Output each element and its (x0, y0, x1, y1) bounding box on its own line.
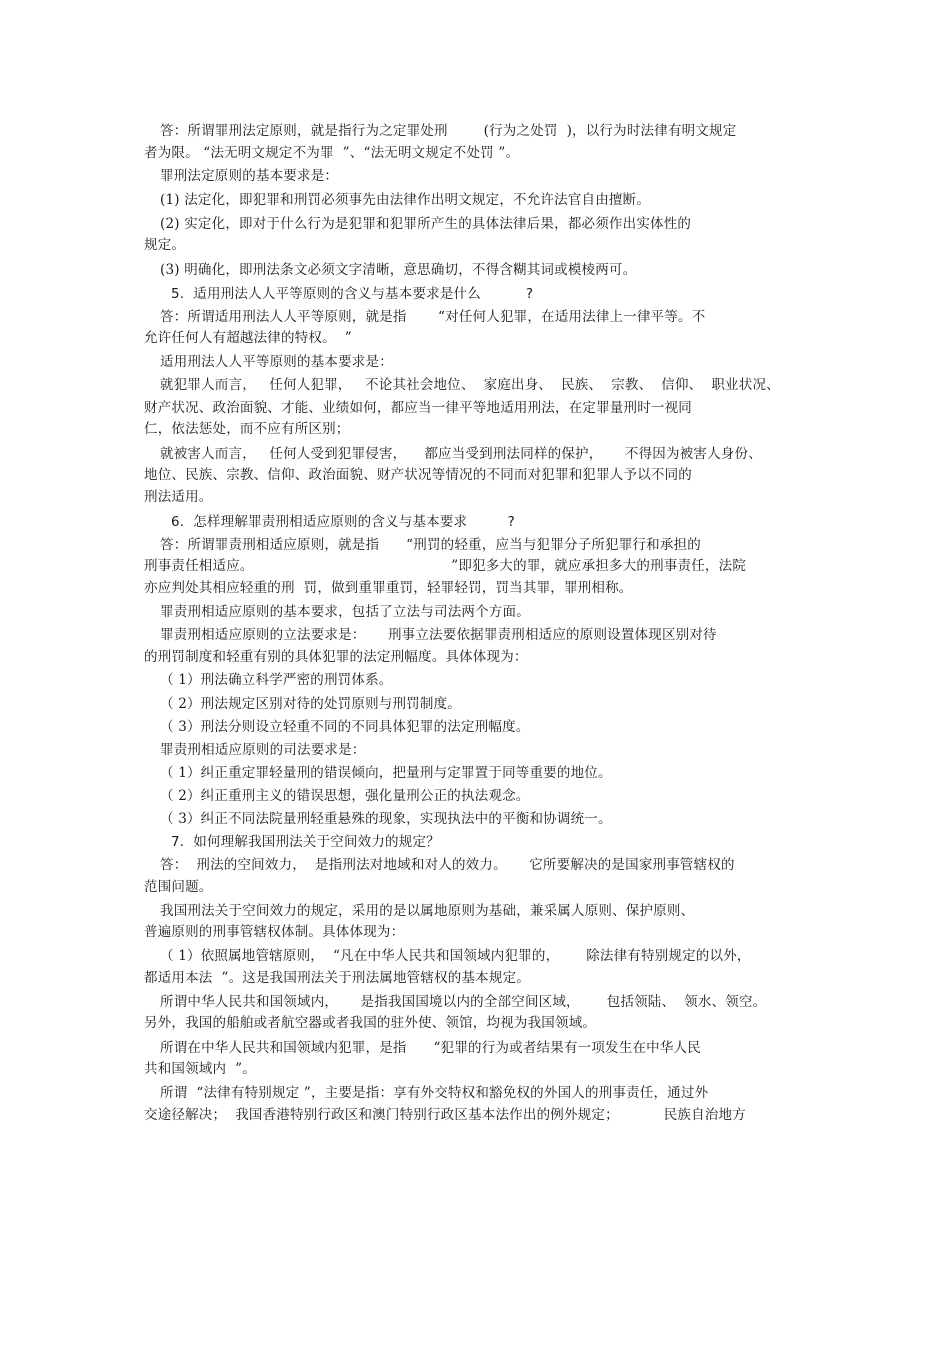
text-line: 交途径解决； 我国香港特别行政区和澳门特别行政区基本法作出的例外规定； 民族自治地方 (144, 1107, 746, 1123)
text-line: 所谓在中华人民共和国领域内犯罪，是指 “犯罪的行为或者结果有一项发生在中华人民 (160, 1040, 701, 1056)
question-heading: 7. 如何理解我国刑法关于空间效力的规定？ (171, 834, 440, 850)
text-line: 答： 刑法的空间效力， 是指刑法对地域和对人的效力。 它所要解决的是国家刑事管辖权的 (160, 857, 735, 873)
text-line: （ 1）依照属地管辖原则， “凡在中华人民共和国领域内犯罪的， 除法律有特别规定的以外， (160, 948, 751, 964)
text-line: 财产状况、政治面貌、才能、业绩如何，都应当一律平等地适用刑法，在定罪量刑时一视同 (144, 400, 692, 416)
text-line: 者为限。 “法无明文规定不为罪 ”、“法无明文规定不处罚 ”。 (144, 145, 520, 161)
text-line: 另外，我国的船舶或者航空器或者我国的驻外使、领馆，均视为我国领域。 (144, 1015, 597, 1031)
text-line: 的刑罚制度和轻重有别的具体犯罪的法定刑幅度。具体体现为： (144, 649, 528, 665)
text-line: 刑法适用。 (144, 489, 213, 505)
text-line: 所谓 “法律有特别规定 ”，主要是指：享有外交特权和豁免权的外国人的刑事责任，通过外 (160, 1085, 709, 1101)
text-line: 就被害人而言， 任何人受到犯罪侵害， 都应当受到刑法同样的保护， 不得因为被害人身份、 (160, 446, 762, 462)
text-line: 适用刑法人人平等原则的基本要求是： (160, 354, 393, 370)
text-line: 答：所谓适用刑法人人平等原则，就是指 “对任何人犯罪，在适用法律上一律平等。不 (160, 309, 706, 325)
text-line: 规定。 (144, 237, 186, 253)
text-line: （ 2）刑法规定区别对待的处罚原则与刑罚制度。 (160, 696, 461, 712)
text-line: 答：所谓罪责刑相适应原则，就是指 “刑罚的轻重，应当与犯罪分子所犯罪行和承担的 (160, 537, 701, 553)
text-line: 刑事责任相适应。 ”即犯多大的罪，就应承担多大的刑事责任，法院 (144, 558, 747, 574)
text-line: 所谓中华人民共和国领域内， 是指我国国境以内的全部空间区域， 包括领陆、 领水、领空。 (160, 994, 767, 1010)
text-line: 地位、民族、宗教、信仰、政治面貌、财产状况等情况的不同而对犯罪和犯罪人予以不同的 (144, 467, 692, 483)
text-line: （ 3）纠正不同法院量刑轻重悬殊的现象，实现执法中的平衡和协调统一。 (160, 811, 612, 827)
text-line: (2) 实定化，即对于什么行为是犯罪和犯罪所产生的具体法律后果，都必须作出实体性的 (160, 216, 692, 232)
text-line: 都适用本法 ”。这是我国刑法关于刑法属地管辖权的基本规定。 (144, 970, 530, 986)
text-line: （ 1）刑法确立科学严密的刑罚体系。 (160, 672, 393, 688)
text-line: 罪责刑相适应原则的基本要求，包括了立法与司法两个方面。 (160, 604, 530, 620)
text-line: 罪责刑相适应原则的立法要求是： 刑事立法要依据罪责刑相适应的原则设置体现区别对待 (160, 627, 717, 643)
text-line: （ 1）纠正重定罪轻量刑的错误倾向，把量刑与定罪置于同等重要的地位。 (160, 765, 612, 781)
text-line: 答：所谓罪刑法定原则，就是指行为之定罪处刑 (行为之处罚 )，以行为时法律有明文规定 (160, 123, 737, 139)
text-line: （ 3）刑法分则设立轻重不同的不同具体犯罪的法定刑幅度。 (160, 719, 530, 735)
text-line: 罪刑法定原则的基本要求是： (160, 168, 339, 184)
question-heading: 6. 怎样理解罪责刑相适应原则的含义与基本要求 ? (171, 514, 516, 530)
question-heading: 5. 适用刑法人人平等原则的含义与基本要求是什么 ? (171, 286, 534, 302)
text-line: (3) 明确化，即刑法条文必须文字清晰，意思确切，不得含糊其词或模棱两可。 (160, 262, 637, 278)
text-line: 普遍原则的刑事管辖权体制。具体体现为： (144, 924, 405, 940)
text-line: 范围问题。 (144, 879, 213, 895)
text-line: (1) 法定化，即犯罪和刑罚必须事先由法律作出明文规定，不允许法官自由擅断。 (160, 192, 651, 208)
text-line: 共和国领域内 ”。 (144, 1061, 256, 1077)
text-line: 罪责刑相适应原则的司法要求是： (160, 742, 366, 758)
text-line: （ 2）纠正重刑主义的错误思想，强化量刑公正的执法观念。 (160, 788, 530, 804)
text-line: 亦应判处其相应轻重的刑 罚，做到重罪重罚，轻罪轻罚，罚当其罪，罪刑相称。 (144, 580, 633, 596)
text-line: 仁，依法惩处，而不应有所区别； (144, 421, 350, 437)
text-line: 允许任何人有超越法律的特权。 ” (144, 330, 352, 346)
text-line: 就犯罪人而言， 任何人犯罪， 不论其社会地位、 家庭出身、 民族、 宗教、 信仰、 职业状况、 (160, 377, 780, 393)
text-line: 我国刑法关于空间效力的规定，采用的是以属地原则为基础，兼采属人原则、保护原则、 (160, 903, 695, 919)
